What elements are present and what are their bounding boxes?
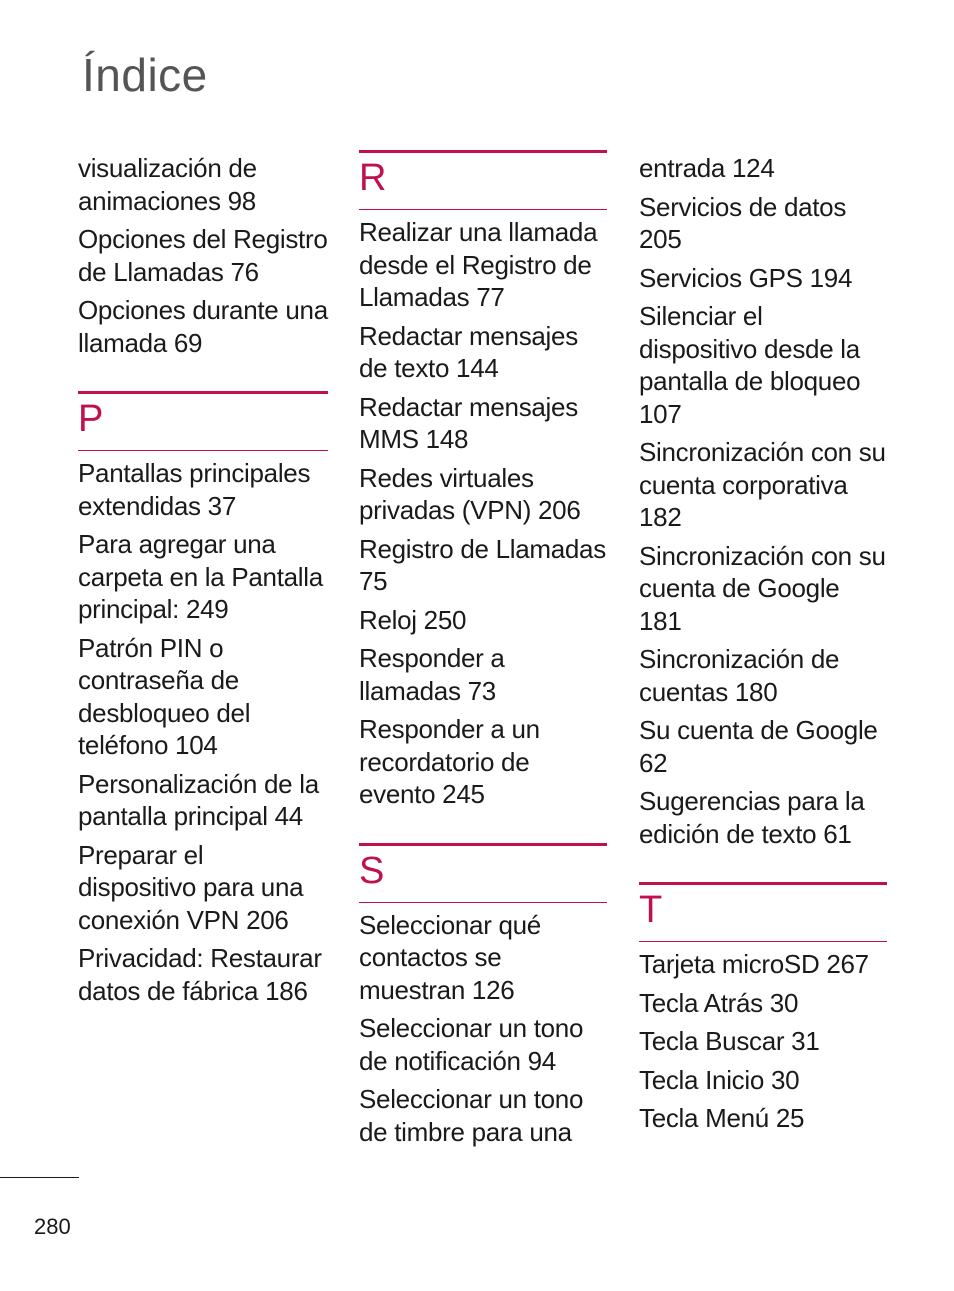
page-number: 280	[34, 1214, 71, 1239]
index-entry: Privacidad: Restaurar datos de fábrica 186	[78, 943, 322, 1006]
index-entry: Registro de Llamadas 75	[359, 533, 606, 596]
index-entry: Redactar mensajes de texto 144	[359, 320, 578, 383]
index-entry: Su cuenta de Google 62	[639, 715, 878, 778]
index-entry: visualización de animaciones 98	[78, 153, 257, 216]
index-entry: Realizar una llamada desde el Registro de Llamadas 77	[359, 217, 598, 312]
section-header	[639, 882, 887, 942]
section-header	[78, 391, 328, 451]
index-entry: Tecla Buscar 31	[639, 1026, 820, 1056]
index-section-s	[359, 843, 607, 1149]
lead-entries	[639, 152, 887, 850]
index-section-p	[78, 391, 328, 1007]
lead-entries	[78, 152, 328, 359]
section-letter: R	[359, 157, 387, 199]
section-header	[359, 150, 607, 210]
index-entry: Patrón PIN o contraseña de desbloqueo del teléfono 104	[78, 632, 251, 760]
index-entry: Servicios de datos 205	[639, 191, 847, 254]
index-entry: Redactar mensajes MMS 148	[359, 391, 578, 454]
index-entry: Tecla Inicio 30	[639, 1064, 800, 1095]
index-entry: Personalización de la pantalla principal 44	[78, 768, 319, 831]
index-entry: Preparar el dispositivo para una conexión VPN 206	[78, 839, 304, 935]
index-section-t	[639, 882, 887, 1135]
index-entry: Reloj 250	[359, 604, 467, 635]
section-header	[359, 843, 607, 903]
index-entry: Seleccionar un tono de notificación 94	[359, 1013, 584, 1076]
index-entry: Responder a un recordatorio de evento 245	[359, 714, 540, 809]
index-entry: Tarjeta microSD 267	[639, 949, 869, 979]
page-title: Índice	[82, 49, 208, 101]
index-entry: Seleccionar un tono de timbre para una	[359, 1084, 584, 1147]
index-entry: Pantallas principales extendidas 37	[78, 458, 311, 521]
index-entry: Tecla Menú 25	[639, 1103, 805, 1133]
index-entry: Responder a llamadas 73	[359, 643, 505, 706]
index-entry: Opciones durante una llamada 69	[78, 295, 328, 358]
index-column-2	[359, 150, 607, 1154]
index-entry: Servicios GPS 194	[639, 262, 853, 293]
index-entry: Silenciar el dispositivo desde la pantalla de bloqueo 107	[639, 301, 861, 429]
index-column-3	[639, 150, 887, 1141]
index-section-r	[359, 150, 607, 811]
index-entry: entrada 124	[639, 153, 775, 183]
index-entry: Redes virtuales privadas (VPN) 206	[359, 462, 581, 525]
index-entry: Para agregar una carpeta en la Pantalla principal: 249	[78, 529, 323, 624]
section-letter: P	[78, 398, 104, 440]
index-column-1	[78, 150, 328, 1013]
index-entry: Tecla Atrás 30	[639, 987, 799, 1018]
index-entry: Seleccionar qué contactos se muestran 126	[359, 909, 541, 1005]
section-letter: S	[359, 849, 385, 892]
index-entry: Sugerencias para la edición de texto 61	[639, 786, 865, 849]
index-entry: Opciones del Registro de Llamadas 76	[78, 224, 328, 287]
footer-divider	[0, 1177, 79, 1178]
index-entry: Sincronización con su cuenta de Google 181	[639, 540, 886, 636]
index-entry: Sincronización de cuentas 180	[639, 644, 840, 707]
section-letter: T	[639, 889, 663, 931]
index-entry: Sincronización con su cuenta corporativa 182	[639, 437, 886, 532]
